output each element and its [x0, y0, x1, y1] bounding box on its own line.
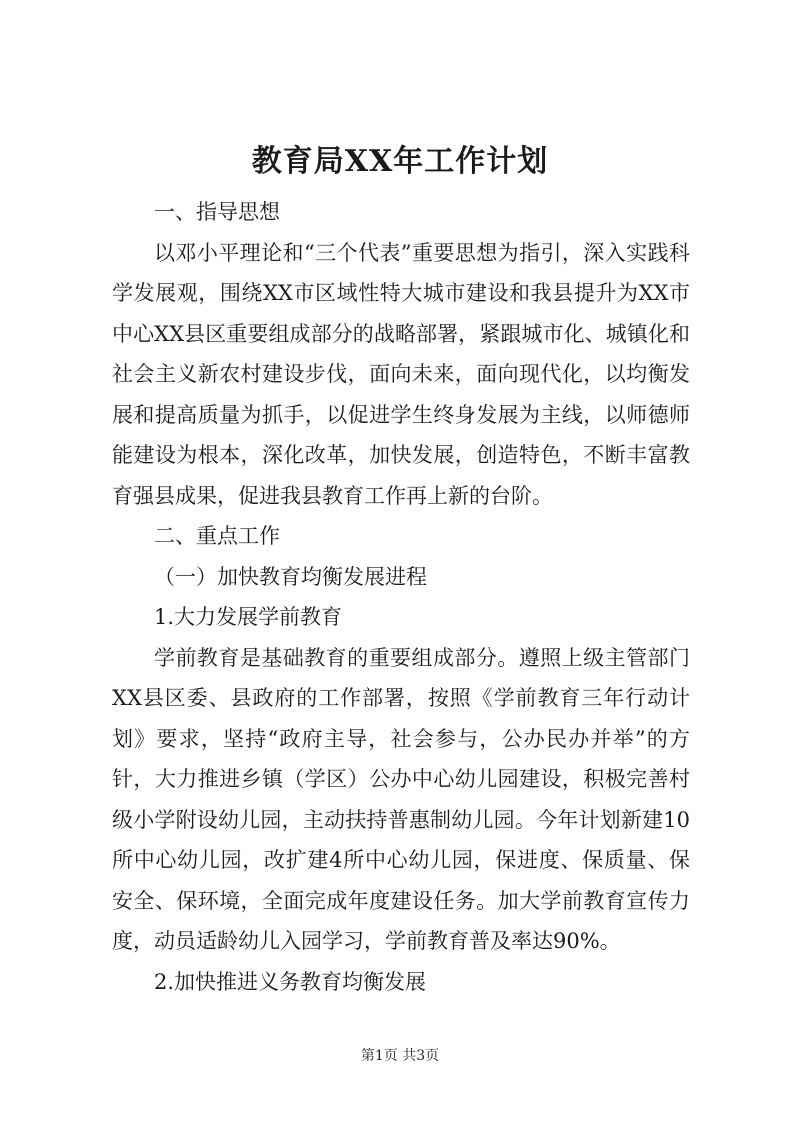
- paragraph-guiding-ideology: 以邓小平理论和“三个代表”重要思想为指引，深入实践科学发展观，围绕XX市区域性特大城市建设和我县提升为XX市中心XX县区重要组成部分的战略部署，紧跟城市化、城镇化和社会主义新农村建设步伐，面向未来，面向现代化，以均衡发展和提高质量为抓手，以促进学生终身发展为主线，以师德师能建设为根本，深化改革，加快发展，创造特色，不断丰富教育强县成果，促进我县教育工作再上新的台阶。: [112, 240, 690, 508]
- document-title: 教育局XX年工作计划: [251, 144, 549, 179]
- page-number: 第1页 共3页: [360, 1048, 440, 1064]
- subheading-balanced-development: （一）加快教育均衡发展进程: [154, 564, 427, 589]
- paragraph-preschool-education: 学前教育是基础教育的重要组成部分。遵照上级主管部门XX县区委、县政府的工作部署，按照《学前教育三年行动计划》要求，坚持“政府主导，社会参与，公办民办并举”的方针，大力推进乡镇（学区）公办中心幼儿园建设，积极完善村级小学附设幼儿园，主动扶持普惠制幼儿园。今年计划新建10所中心幼儿园，改扩建4所中心幼儿园，保进度、保质量、保安全、保环境，全面完成年度建设任务。加大学前教育宣传力度，动员适龄幼儿入园学习，学前教育普及率达90%。: [112, 645, 690, 953]
- item-preschool-education: 1.大力发展学前教育: [154, 605, 343, 629]
- item-compulsory-education: 2.加快推进义务教育均衡发展: [154, 969, 427, 994]
- document-body: [112, 192, 690, 1002]
- heading-key-work: 二、重点工作: [154, 524, 280, 548]
- heading-guiding-ideology: 一、指导思想: [154, 200, 280, 224]
